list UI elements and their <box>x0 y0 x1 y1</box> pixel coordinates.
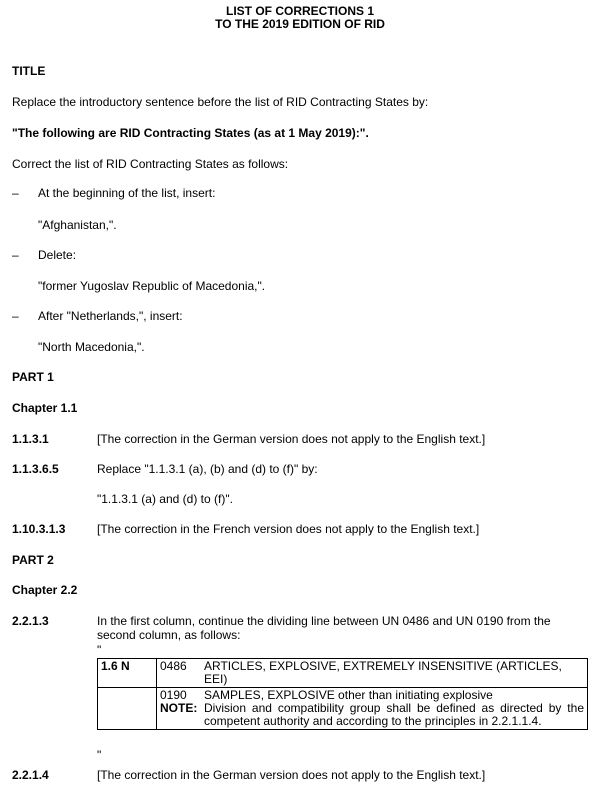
un-number: 0486 <box>160 659 187 673</box>
list-dash: – <box>12 309 19 323</box>
un-description: SAMPLES, EXPLOSIVE other than initiating explosive <box>204 688 493 702</box>
empty-class-cell <box>98 688 157 730</box>
un-number: 0190 <box>160 688 187 702</box>
entry-text-line2: second column, as follows: <box>97 628 241 642</box>
intro-text: Replace the introductory sentence before the list of RID Contracting States by: <box>12 95 429 109</box>
entry-ref: 1.10.3.1.3 <box>12 522 66 536</box>
chapter-heading-1-1: Chapter 1.1 <box>12 401 78 415</box>
entry-text: Replace "1.1.3.1 (a), (b) and (d) to (f)" by: <box>97 462 318 476</box>
close-quote: " <box>97 748 102 762</box>
list-dash: – <box>12 186 19 200</box>
section-heading-title: TITLE <box>12 64 46 78</box>
entry-ref: 2.2.1.4 <box>12 768 49 782</box>
un-description: ARTICLES, EXPLOSIVE, EXTREMELY INSENSITIVE (ARTICLES, EEI) <box>204 659 562 686</box>
list-dash: – <box>12 248 19 262</box>
table-row <box>98 688 588 730</box>
list-item-text: At the beginning of the list, insert: <box>38 186 216 200</box>
chapter-heading-2-2: Chapter 2.2 <box>12 583 78 597</box>
note-label: NOTE: <box>160 701 198 715</box>
entry-text: [The correction in the French version does not apply to the English text.] <box>97 522 480 536</box>
document-title-line1: LIST OF CORRECTIONS 1 <box>225 4 374 18</box>
entry-ref: 1.1.3.6.5 <box>12 462 59 476</box>
open-quote: " <box>97 643 102 657</box>
section-heading-part1: PART 1 <box>12 370 54 384</box>
correct-list-text: Correct the list of RID Contracting States as follows: <box>12 157 289 171</box>
entry-text: [The correction in the German version does not apply to the English text.] <box>97 768 486 782</box>
entry-text: [The correction in the German version does not apply to the English text.] <box>97 432 486 446</box>
list-item-value: "former Yugoslav Republic of Macedonia,". <box>38 279 266 293</box>
list-item-value: "North Macedonia,". <box>38 340 145 354</box>
document-title-line2: TO THE 2019 EDITION OF RID <box>215 17 385 31</box>
entry-cell-0190 <box>157 688 588 730</box>
list-item-text: After "Netherlands,", insert: <box>38 309 183 323</box>
section-heading-part2: PART 2 <box>12 553 54 567</box>
class-code-cell: 1.6 N <box>98 659 157 688</box>
note-text: Division and compatibility group shall be defined as directed by the competent authority and according to the principles in 2.2.1.1.4. <box>204 701 584 728</box>
entry-cell-0486 <box>157 659 588 688</box>
replacement-text: "The following are RID Contracting States (as at 1 May 2019):". <box>12 126 369 140</box>
entry-text-line1: In the first column, continue the dividing line between UN 0486 and UN 0190 from the <box>97 614 551 628</box>
list-item-text: Delete: <box>38 248 77 262</box>
list-item-value: "Afghanistan,". <box>38 218 117 232</box>
entry-ref: 2.2.1.3 <box>12 614 49 628</box>
entry-ref: 1.1.3.1 <box>12 432 49 446</box>
table-row <box>98 659 588 688</box>
dangerous-goods-table <box>97 658 588 730</box>
entry-value: "1.1.3.1 (a) and (d) to (f)". <box>97 492 233 506</box>
